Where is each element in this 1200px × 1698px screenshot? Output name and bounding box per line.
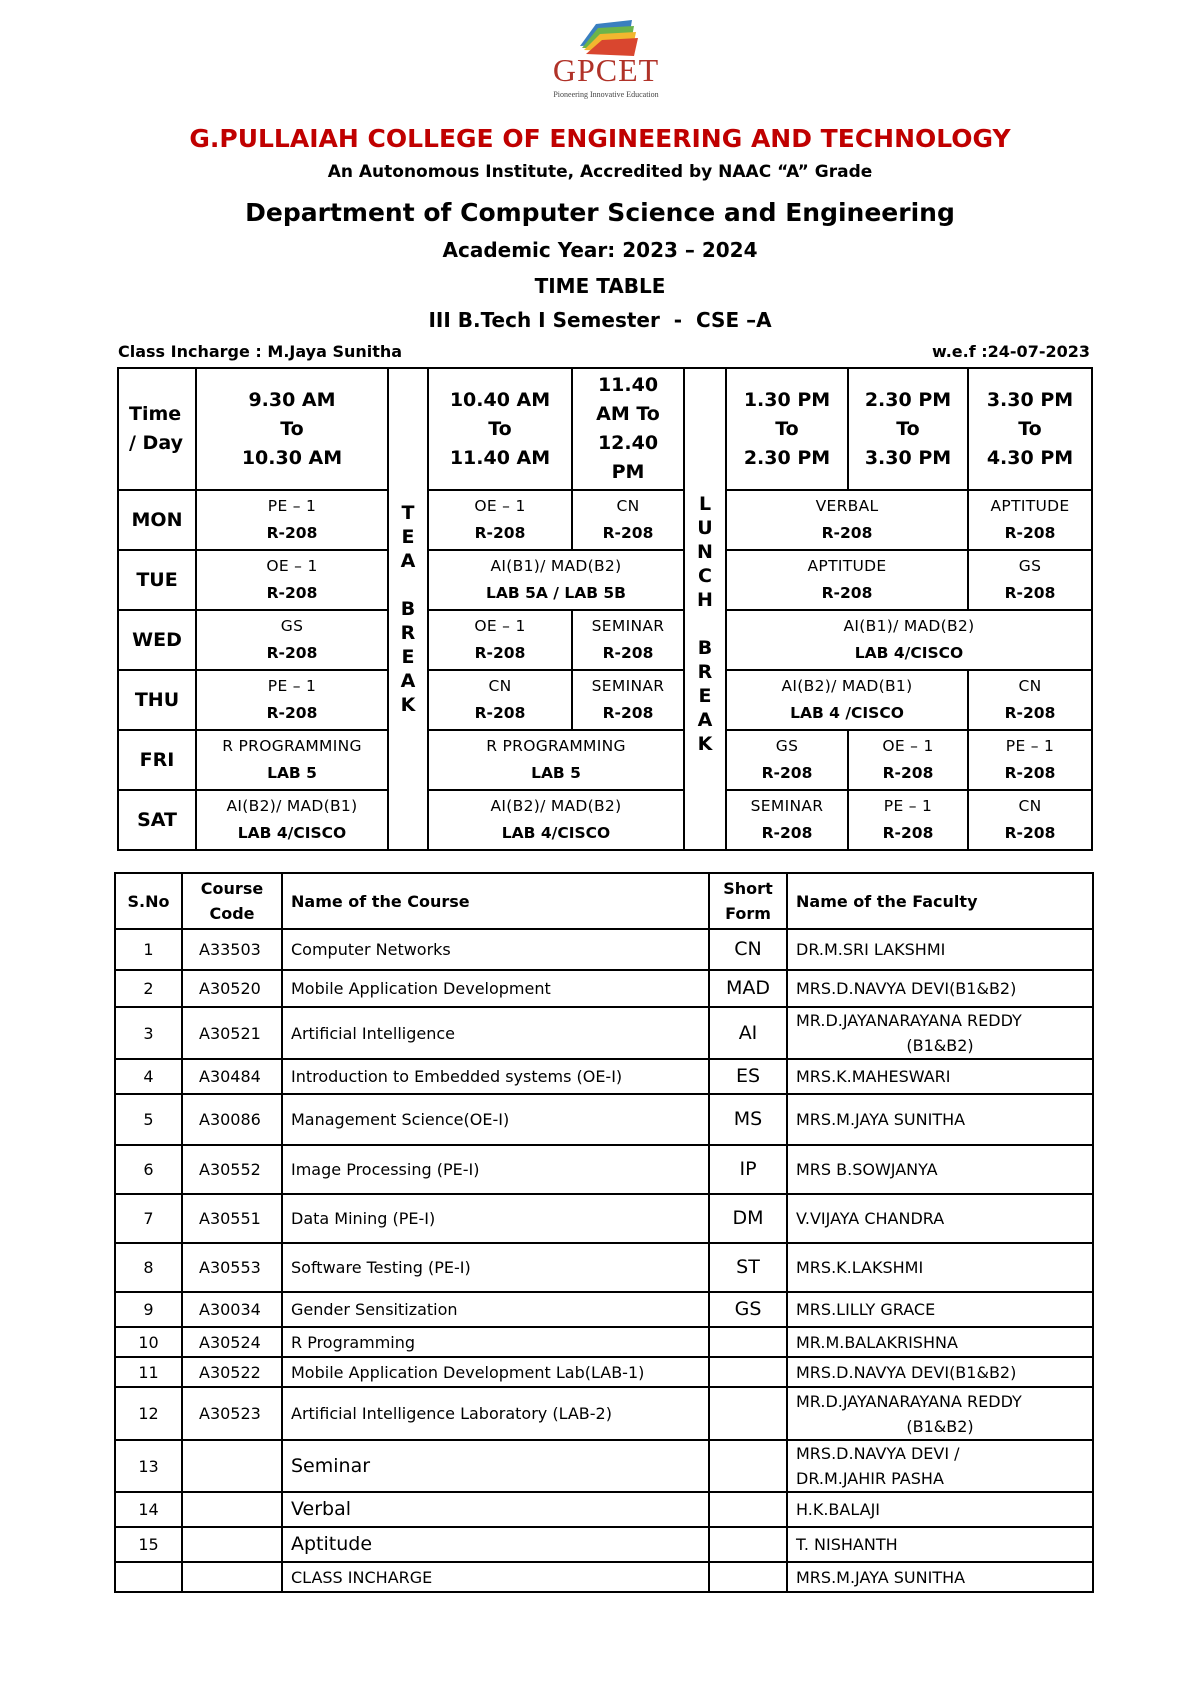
effective-date: w.e.f :24-07-2023 — [931, 342, 1090, 361]
slot-header: 1.30 PM To 2.30 PM — [726, 368, 848, 490]
course-short-form — [709, 1562, 787, 1592]
course-faculty — [787, 1327, 1093, 1357]
period-cell: AI(B1)/ MAD(B2) LAB 4/CISCO — [726, 610, 1092, 670]
course-sno: 8 — [115, 1243, 182, 1292]
timetable-row-fri — [118, 730, 1092, 790]
course-sno: 6 — [115, 1145, 182, 1194]
semester-title: III B.Tech I Semester - CSE –A — [428, 308, 772, 332]
course-code: A30553 — [182, 1243, 282, 1292]
course-sno: 2 — [115, 970, 182, 1007]
course-row — [115, 1440, 1093, 1492]
day-label: SAT — [118, 790, 196, 850]
course-faculty — [787, 1059, 1093, 1094]
period-cell: APTITUDE R-208 — [726, 550, 968, 610]
logo-text: GPCET — [552, 52, 660, 88]
course-short-form — [709, 1357, 787, 1387]
course-name: Data Mining (PE-I) — [282, 1194, 709, 1243]
period-cell: PE – 1 R-208 — [196, 490, 388, 550]
faculty-line: T. NISHANTH — [796, 1535, 898, 1554]
course-code: A30086 — [182, 1094, 282, 1145]
course-faculty — [787, 1357, 1093, 1387]
course-short-form: AI — [709, 1007, 787, 1059]
course-name: Verbal — [282, 1492, 709, 1527]
slot-header: 2.30 PM To 3.30 PM — [848, 368, 968, 490]
faculty-line: MRS.M.JAYA SUNITHA — [796, 1567, 966, 1587]
timetable-row-sat — [118, 790, 1092, 850]
course-short-form — [709, 1440, 787, 1492]
course-code: A30484 — [182, 1059, 282, 1094]
course-name: Image Processing (PE-I) — [282, 1145, 709, 1194]
course-sno: 14 — [115, 1492, 182, 1527]
period-cell: GS R-208 — [726, 730, 848, 790]
department-title: Department of Computer Science and Engineering — [245, 198, 955, 227]
course-sno: 11 — [115, 1357, 182, 1387]
tea-break: T E A B R E A K — [388, 368, 428, 850]
code-header: Course Code — [182, 873, 282, 929]
faculty-line: MRS.D.NAVYA DEVI(B1&B2) — [796, 979, 1017, 998]
course-row — [115, 929, 1093, 970]
period-cell: PE – 1 R-208 — [196, 670, 388, 730]
faculty-line: MRS.D.NAVYA DEVI / — [796, 1444, 960, 1463]
day-label: FRI — [118, 730, 196, 790]
course-code — [182, 1440, 282, 1492]
period-cell: R PROGRAMMING LAB 5 — [196, 730, 388, 790]
faculty-line: MRS.K.MAHESWARI — [796, 1067, 951, 1086]
course-code: A30552 — [182, 1145, 282, 1194]
class-incharge: Class Incharge : M.Jaya Sunitha — [118, 342, 403, 361]
period-cell: SEMINAR R-208 — [726, 790, 848, 850]
course-short-form: MS — [709, 1094, 787, 1145]
timetable-row-thu — [118, 670, 1092, 730]
course-short-form: ST — [709, 1243, 787, 1292]
course-row — [115, 1292, 1093, 1327]
course-sno: 9 — [115, 1292, 182, 1327]
course-faculty — [787, 1194, 1093, 1243]
course-faculty — [787, 1292, 1093, 1327]
course-faculty — [787, 1387, 1093, 1440]
time-day-header: Time / Day — [118, 368, 196, 490]
course-row — [115, 1527, 1093, 1562]
course-short-form: GS — [709, 1292, 787, 1327]
faculty-line: MR.D.JAYANARAYANA REDDY — [796, 1391, 1022, 1411]
course-sno: 13 — [115, 1440, 182, 1492]
day-label: THU — [118, 670, 196, 730]
course-row — [115, 1327, 1093, 1357]
faculty-line: MR.D.JAYANARAYANA REDDY — [796, 1011, 1022, 1030]
course-faculty — [787, 1243, 1093, 1292]
logo-tagline: Pioneering Innovative Education — [553, 90, 659, 99]
lunch-break: L U N C H B R E A K — [684, 368, 726, 850]
accreditation: An Autonomous Institute, Accredited by NAAC “A” Grade — [327, 162, 873, 182]
period-cell: SEMINAR R-208 — [572, 610, 684, 670]
course-name: Introduction to Embedded systems (OE-I) — [282, 1059, 709, 1094]
course-sno: 5 — [115, 1094, 182, 1145]
course-name: Seminar — [282, 1440, 709, 1492]
course-code: A30522 — [182, 1357, 282, 1387]
course-sno: 4 — [115, 1059, 182, 1094]
faculty-line: (B1&B2) — [906, 1416, 974, 1436]
period-cell: R PROGRAMMING LAB 5 — [428, 730, 684, 790]
course-faculty — [787, 970, 1093, 1007]
day-label: TUE — [118, 550, 196, 610]
sno-header: S.No — [115, 873, 182, 929]
course-faculty — [787, 1492, 1093, 1527]
course-name: Aptitude — [282, 1527, 709, 1562]
course-name: Artificial Intelligence — [282, 1007, 709, 1059]
period-cell: GS R-208 — [196, 610, 388, 670]
course-short-form: IP — [709, 1145, 787, 1194]
course-row — [115, 1387, 1093, 1440]
day-label: MON — [118, 490, 196, 550]
slot-header: 9.30 AM To 10.30 AM — [196, 368, 388, 490]
course-sno — [115, 1562, 182, 1592]
course-faculty — [787, 1007, 1093, 1059]
course-row — [115, 970, 1093, 1007]
course-sno: 15 — [115, 1527, 182, 1562]
period-cell: AI(B2)/ MAD(B1) LAB 4/CISCO — [196, 790, 388, 850]
course-row — [115, 1492, 1093, 1527]
period-cell: VERBAL R-208 — [726, 490, 968, 550]
course-short-form — [709, 1327, 787, 1357]
course-row — [115, 1145, 1093, 1194]
period-cell: AI(B2)/ MAD(B2) LAB 4/CISCO — [428, 790, 684, 850]
course-header-row — [115, 873, 1093, 929]
slot-header: 3.30 PM To 4.30 PM — [968, 368, 1092, 490]
period-cell: AI(B1)/ MAD(B2) LAB 5A / LAB 5B — [428, 550, 684, 610]
course-faculty — [787, 1562, 1093, 1592]
course-name: Artificial Intelligence Laboratory (LAB-2) — [282, 1387, 709, 1440]
faculty-line: (B1&B2) — [906, 1036, 974, 1055]
course-short-form — [709, 1492, 787, 1527]
course-code: A30034 — [182, 1292, 282, 1327]
course-code — [182, 1492, 282, 1527]
period-cell: AI(B2)/ MAD(B1) LAB 4 /CISCO — [726, 670, 968, 730]
course-table — [114, 872, 1094, 1593]
period-cell: CN R-208 — [968, 670, 1092, 730]
faculty-header: Name of the Faculty — [787, 873, 1093, 929]
course-code: A30521 — [182, 1007, 282, 1059]
course-faculty — [787, 929, 1093, 970]
slot-header: 10.40 AM To 11.40 AM — [428, 368, 572, 490]
college-name: G.PULLAIAH COLLEGE OF ENGINEERING AND TECHNOLOGY — [189, 124, 1011, 153]
faculty-line: DR.M.JAHIR PASHA — [796, 1469, 944, 1488]
course-short-form — [709, 1527, 787, 1562]
course-name-header: Name of the Course — [282, 873, 709, 929]
faculty-line: H.K.BALAJI — [796, 1500, 880, 1519]
faculty-line: MRS B.SOWJANYA — [796, 1160, 938, 1179]
course-name: Management Science(OE-I) — [282, 1094, 709, 1145]
period-cell: OE – 1 R-208 — [848, 730, 968, 790]
course-short-form: CN — [709, 929, 787, 970]
course-name: R Programming — [282, 1327, 709, 1357]
faculty-line: MRS.K.LAKSHMI — [796, 1258, 924, 1277]
course-faculty — [787, 1094, 1093, 1145]
faculty-line: DR.M.SRI LAKSHMI — [796, 940, 946, 959]
course-row — [115, 1243, 1093, 1292]
faculty-line: MRS.LILLY GRACE — [796, 1300, 936, 1319]
course-sno: 7 — [115, 1194, 182, 1243]
period-cell: GS R-208 — [968, 550, 1092, 610]
course-name: Software Testing (PE-I) — [282, 1243, 709, 1292]
timetable-row-wed — [118, 610, 1092, 670]
course-short-form — [709, 1387, 787, 1440]
course-row — [115, 1094, 1093, 1145]
course-row — [115, 1562, 1093, 1592]
course-sno: 3 — [115, 1007, 182, 1059]
faculty-line: MRS.M.JAYA SUNITHA — [796, 1110, 966, 1129]
timetable — [117, 367, 1093, 851]
course-code — [182, 1527, 282, 1562]
course-code: A30520 — [182, 970, 282, 1007]
course-short-form: DM — [709, 1194, 787, 1243]
period-cell: PE – 1 R-208 — [968, 730, 1092, 790]
academic-year: Academic Year: 2023 – 2024 — [442, 238, 758, 262]
period-cell: OE – 1 R-208 — [428, 490, 572, 550]
course-code: A30551 — [182, 1194, 282, 1243]
course-faculty — [787, 1440, 1093, 1492]
college-logo — [536, 18, 676, 100]
course-row — [115, 1007, 1093, 1059]
period-cell: APTITUDE R-208 — [968, 490, 1092, 550]
course-code: A30524 — [182, 1327, 282, 1357]
timetable-row-tue — [118, 550, 1092, 610]
faculty-line: MRS.D.NAVYA DEVI(B1&B2) — [796, 1362, 1017, 1382]
course-faculty — [787, 1145, 1093, 1194]
course-name: Mobile Application Development — [282, 970, 709, 1007]
course-name: Gender Sensitization — [282, 1292, 709, 1327]
period-cell: OE – 1 R-208 — [428, 610, 572, 670]
timetable-row-mon — [118, 490, 1092, 550]
slot-header: 11.40 AM To 12.40 PM — [572, 368, 684, 490]
course-faculty — [787, 1527, 1093, 1562]
course-name: Computer Networks — [282, 929, 709, 970]
period-cell: CN R-208 — [968, 790, 1092, 850]
document-title: TIME TABLE — [534, 274, 666, 298]
period-cell: OE – 1 R-208 — [196, 550, 388, 610]
faculty-line: MR.M.BALAKRISHNA — [796, 1332, 958, 1352]
day-label: WED — [118, 610, 196, 670]
course-sno: 12 — [115, 1387, 182, 1440]
course-sno: 10 — [115, 1327, 182, 1357]
course-short-form: ES — [709, 1059, 787, 1094]
short-form-header: Short Form — [709, 873, 787, 929]
course-name: CLASS INCHARGE — [282, 1562, 709, 1592]
period-cell: CN R-208 — [572, 490, 684, 550]
faculty-line: V.VIJAYA CHANDRA — [796, 1209, 945, 1228]
course-row — [115, 1194, 1093, 1243]
course-code: A30523 — [182, 1387, 282, 1440]
course-name: Mobile Application Development Lab(LAB-1) — [282, 1357, 709, 1387]
course-short-form: MAD — [709, 970, 787, 1007]
period-cell: CN R-208 — [428, 670, 572, 730]
course-row — [115, 1059, 1093, 1094]
period-cell: PE – 1 R-208 — [848, 790, 968, 850]
course-code — [182, 1562, 282, 1592]
timetable-header-row — [118, 368, 1092, 490]
course-sno: 1 — [115, 929, 182, 970]
course-code: A33503 — [182, 929, 282, 970]
period-cell: SEMINAR R-208 — [572, 670, 684, 730]
course-row — [115, 1357, 1093, 1387]
